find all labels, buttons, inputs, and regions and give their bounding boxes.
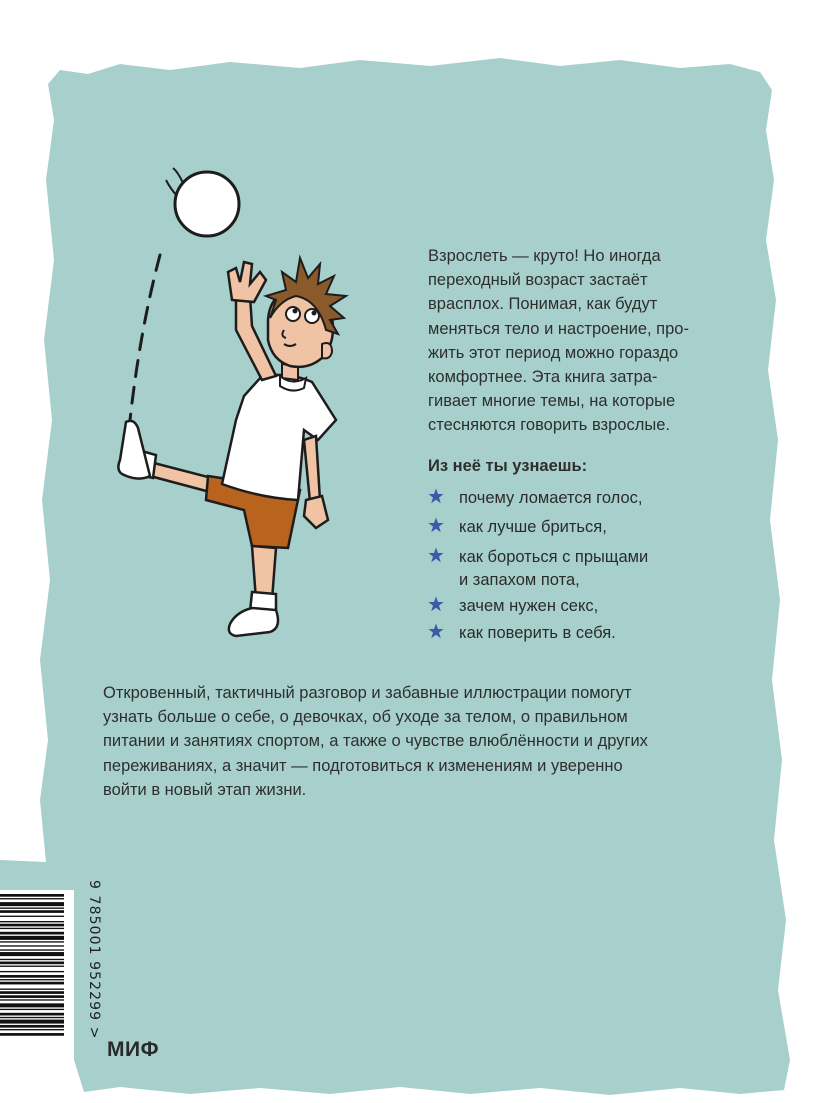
isbn-barcode	[0, 890, 74, 1090]
list-item-label: почему ломается голос,	[459, 489, 643, 507]
star-icon	[428, 517, 444, 533]
star-icon	[428, 623, 444, 639]
list-item-label: зачем нужен секс,	[459, 597, 599, 615]
barcode-bar	[0, 945, 64, 946]
ball	[175, 172, 239, 236]
barcode-bar	[0, 1009, 64, 1010]
barcode-bar	[0, 910, 64, 913]
barcode-bar	[0, 921, 64, 922]
isbn-digits: 9 785001 952299 >	[86, 880, 102, 1040]
barcode-bar	[0, 959, 64, 960]
list-item-label: как лучше бриться,	[459, 518, 607, 536]
barcode-bar	[0, 928, 64, 929]
list-item-label: как поверить в себя.	[459, 624, 616, 642]
body-line: войти в новый этап жизни.	[103, 780, 307, 799]
publisher-logo: МИФ	[107, 1038, 160, 1061]
barcode-bar	[0, 962, 64, 965]
body-line: переживаниях, а значит — подготовиться к изменениям и уверенно	[103, 756, 623, 775]
barcode-bar	[0, 908, 64, 909]
intro-line: комфортнее. Эта книга затра-	[428, 368, 658, 387]
barcode-bar	[0, 1017, 64, 1018]
list-item-label: как бороться с прыщами	[459, 548, 649, 566]
barcode-bar	[0, 1003, 64, 1007]
barcode-bar	[0, 936, 64, 940]
barcode-bar	[0, 898, 64, 899]
learn-heading: Из неё ты узнаешь:	[428, 457, 588, 475]
intro-line: стесняются говорить взрослые.	[428, 416, 670, 435]
barcode-bar	[0, 966, 64, 967]
body-paragraph	[103, 681, 743, 802]
barcode-bar	[0, 894, 64, 897]
barcode-bar	[0, 1029, 64, 1030]
barcode-bar	[0, 1013, 64, 1016]
intro-line: гивает многие темы, на которые	[428, 392, 676, 411]
barcode-bar	[0, 902, 64, 906]
star-icon	[428, 596, 444, 612]
list-item-label: и запахом пота,	[459, 571, 580, 589]
barcode-bar	[0, 975, 64, 978]
barcode-bar	[0, 1020, 64, 1024]
barcode-bar	[0, 999, 64, 1000]
body-line: питании и занятиях спортом, а также о чувстве влюблённости и других	[103, 732, 648, 751]
intro-line: переходный возраст застаёт	[428, 271, 648, 290]
star-icon	[428, 547, 444, 563]
barcode-bar	[0, 995, 64, 998]
barcode-bar	[0, 979, 64, 980]
intro-line: врасплох. Понимая, как будут	[428, 295, 658, 314]
intro-line: меняться тело и настроение, про-	[428, 319, 689, 338]
barcode-bar	[0, 916, 64, 917]
barcode-bar	[0, 924, 64, 927]
barcode-bar	[0, 989, 64, 990]
barcode-bar	[0, 991, 64, 994]
body-line: Откровенный, тактичный разговор и забавные иллюстрации помогут	[103, 684, 632, 702]
barcode-bar	[0, 949, 64, 950]
barcode-bar	[0, 941, 64, 942]
intro-paragraph	[428, 244, 728, 438]
barcode-bar	[0, 952, 64, 956]
star-icon	[428, 488, 444, 504]
barcode-bar	[0, 1033, 64, 1036]
barcode-bar	[0, 982, 64, 985]
barcode-bar	[0, 1025, 64, 1028]
barcode-bar	[0, 932, 64, 935]
body-line: узнать больше о себе, о девочках, об уходе за телом, о правильном	[103, 708, 628, 727]
intro-line: жить этот период можно гораздо	[428, 343, 679, 362]
barcode-bar	[0, 971, 64, 972]
intro-line: Взрослеть — круто! Но иногда	[428, 247, 661, 265]
